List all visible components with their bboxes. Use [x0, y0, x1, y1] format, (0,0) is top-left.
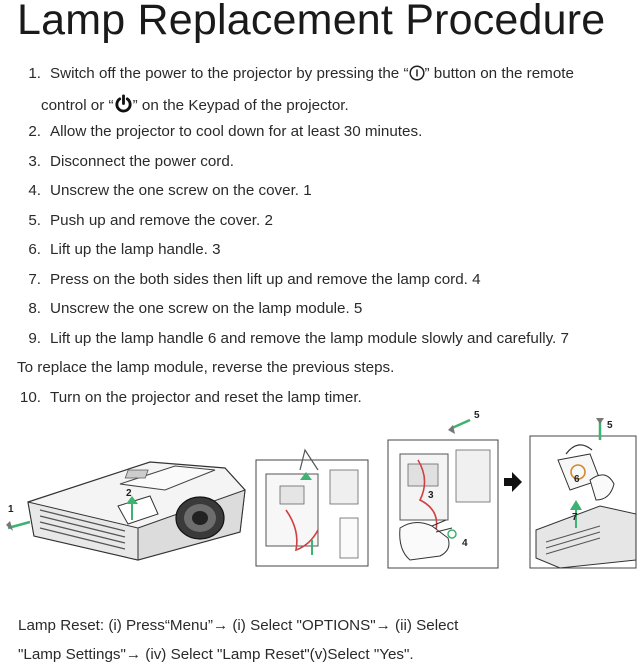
- step-number: 10.: [19, 389, 41, 406]
- lamp-reset-line-2: "Lamp Settings"→ (iv) Select "Lamp Reset"(v)Select "Yes".: [18, 646, 414, 663]
- step-number: 1.: [28, 65, 41, 82]
- step-number: 3.: [28, 153, 41, 170]
- step-text: Disconnect the power cord.: [50, 153, 235, 170]
- callout-5: 5: [474, 410, 480, 421]
- step-5: [17, 212, 273, 229]
- step-text: Switch off the power to the projector by pressing the “: [50, 65, 409, 82]
- step-text: Lift up the lamp handle 6 and remove the lamp module slowly and carefully. 7: [50, 330, 569, 347]
- step-3: [17, 153, 234, 170]
- callout-2: 2: [126, 488, 132, 499]
- step-text: ” button on the remote: [424, 65, 574, 82]
- step-9: [17, 330, 569, 347]
- step-text: Lift up the lamp handle. 3: [50, 241, 221, 258]
- step-10: [17, 389, 362, 406]
- lamp-module-illustration: [388, 420, 498, 568]
- page-title: Lamp Replacement Procedure: [17, 0, 606, 44]
- replace-note: [17, 359, 394, 376]
- step-text: Turn on the projector and reset the lamp timer.: [50, 389, 362, 406]
- step-1-continued: [41, 94, 349, 117]
- step-text: Unscrew the one screw on the lamp module. 5: [50, 300, 363, 317]
- lamp-reset-line-1: Lamp Reset: (i) Press“Menu”→ (i) Select "OPTIONS"→ (ii) Select: [18, 617, 459, 634]
- step-7: [17, 271, 481, 288]
- step-number: 2.: [28, 123, 41, 140]
- step-2: [17, 123, 422, 140]
- callout-1: 1: [8, 504, 14, 515]
- projector-illustration: [6, 462, 245, 560]
- lamp-compartment-illustration: [256, 450, 368, 566]
- step-text: Unscrew the one screw on the cover. 1: [50, 182, 312, 199]
- step-4: [17, 182, 312, 199]
- step-number: 9.: [28, 330, 41, 347]
- callout-6: 6: [574, 474, 580, 485]
- callout-7: 7: [572, 512, 578, 523]
- step-1: [17, 65, 574, 85]
- step-text: Allow the projector to cool down for at least 30 minutes.: [50, 123, 423, 140]
- step-number: 6.: [28, 241, 41, 258]
- step-text: Press on the both sides then lift up and remove the lamp cord. 4: [50, 271, 481, 288]
- step-8: [17, 300, 362, 317]
- procedure-illustrations: [0, 410, 640, 575]
- step-text: To replace the lamp module, reverse the previous steps.: [17, 359, 395, 376]
- step-6: [17, 241, 221, 258]
- step-text: control or “: [41, 97, 114, 114]
- keypad-power-icon: [114, 94, 133, 117]
- callout-5b: 5: [607, 420, 613, 431]
- step-number: 4.: [28, 182, 41, 199]
- lamp-removal-illustration: [530, 418, 636, 568]
- arrow-right-icon: [504, 472, 522, 492]
- step-number: 5.: [28, 212, 41, 229]
- step-number: 7.: [28, 271, 41, 288]
- step-number: 8.: [28, 300, 41, 317]
- callout-4: 4: [462, 538, 468, 549]
- remote-power-icon: [409, 65, 425, 85]
- step-text: Push up and remove the cover. 2: [50, 212, 273, 229]
- step-text: ” on the Keypad of the projector.: [132, 97, 349, 114]
- callout-3: 3: [428, 490, 434, 501]
